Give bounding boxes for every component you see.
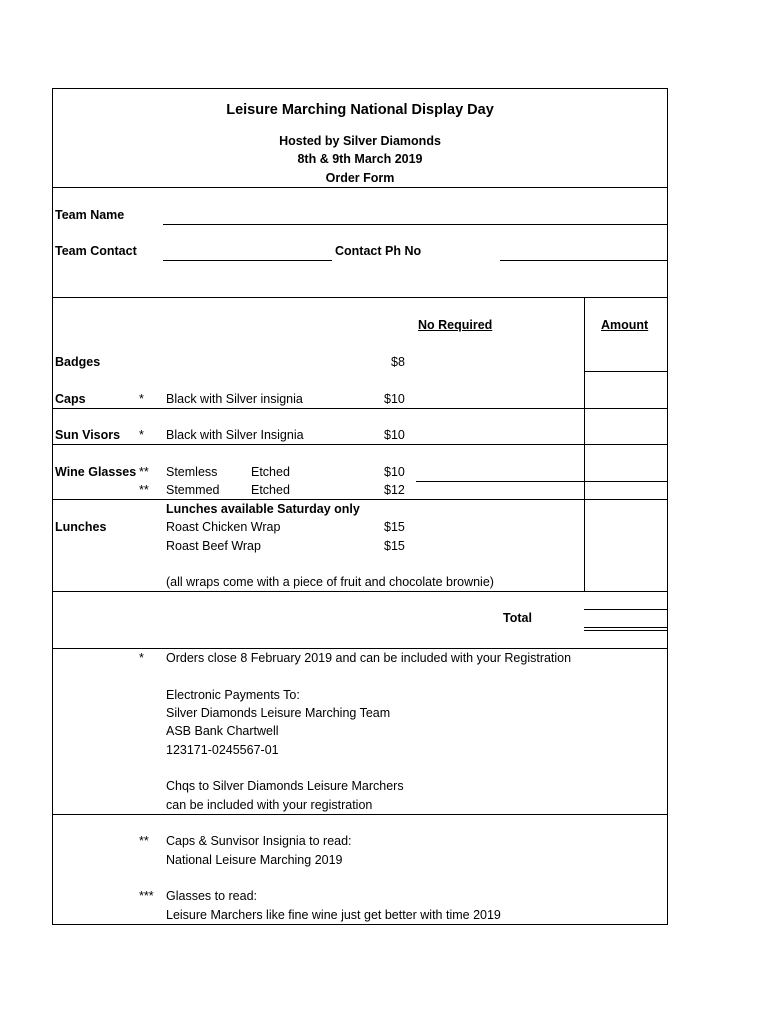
no-required-header: No Required bbox=[418, 318, 493, 332]
account-number: 123171-0245567-01 bbox=[166, 743, 279, 757]
stemmed-marker: ** bbox=[139, 483, 149, 497]
bank-name: ASB Bank Chartwell bbox=[166, 724, 279, 738]
host-line: Hosted by Silver Diamonds bbox=[279, 134, 441, 148]
orders-close-marker: * bbox=[139, 651, 144, 665]
cheque-note-2: can be included with your registration bbox=[166, 798, 373, 812]
sun-visors-label: Sun Visors bbox=[55, 428, 121, 442]
lunches-label: Lunches bbox=[55, 520, 107, 534]
insignia-marker: ** bbox=[139, 834, 149, 848]
payee-name: Silver Diamonds Leisure Marching Team bbox=[166, 706, 391, 720]
row-divider bbox=[52, 591, 668, 592]
contact-phone-field[interactable] bbox=[500, 260, 668, 261]
row-divider bbox=[52, 408, 668, 409]
caps-label: Caps bbox=[55, 392, 86, 406]
sun-visors-price: $10 bbox=[384, 428, 405, 442]
beef-wrap-name: Roast Beef Wrap bbox=[166, 539, 261, 553]
lunch-availability: Lunches available Saturday only bbox=[166, 502, 360, 516]
sun-visors-marker: * bbox=[139, 428, 144, 442]
stemmed-price: $12 bbox=[384, 483, 405, 497]
amount-cell-line bbox=[584, 371, 668, 372]
sun-visors-description: Black with Silver Insignia bbox=[166, 428, 304, 442]
event-dates: 8th & 9th March 2019 bbox=[297, 152, 423, 166]
stemless-price: $10 bbox=[384, 465, 405, 479]
glasses-note-2: Leisure Marchers like fine wine just get better with time 2019 bbox=[166, 908, 501, 922]
caps-price: $10 bbox=[384, 392, 405, 406]
amount-cell-line bbox=[584, 481, 668, 482]
wine-glasses-label: Wine Glasses bbox=[55, 466, 137, 479]
total-field-top bbox=[584, 609, 668, 610]
orders-close-note: Orders close 8 February 2019 and can be included with your Registration bbox=[166, 651, 572, 665]
stemmed-finish: Etched bbox=[251, 483, 290, 497]
stemless-marker: ** bbox=[139, 465, 149, 479]
chicken-wrap-price: $15 bbox=[384, 520, 405, 534]
insignia-note-1: Caps & Sunvisor Insignia to read: bbox=[166, 834, 352, 848]
team-contact-field[interactable] bbox=[163, 260, 332, 261]
team-name-field[interactable] bbox=[163, 224, 668, 225]
stemmed-type: Stemmed bbox=[166, 483, 220, 497]
badges-price: $8 bbox=[391, 355, 405, 369]
divider bbox=[52, 648, 668, 649]
insignia-note-2: National Leisure Marching 2019 bbox=[166, 853, 343, 867]
total-label: Total bbox=[503, 611, 532, 625]
page-title: Leisure Marching National Display Day bbox=[226, 102, 494, 118]
divider bbox=[52, 187, 668, 188]
glasses-note-1: Glasses to read: bbox=[166, 889, 258, 903]
wrap-note: (all wraps come with a piece of fruit and chocolate brownie) bbox=[166, 575, 494, 589]
payment-heading: Electronic Payments To: bbox=[166, 688, 300, 702]
amount-header: Amount bbox=[601, 318, 649, 332]
divider bbox=[52, 297, 668, 298]
row-divider bbox=[52, 499, 668, 500]
caps-description: Black with Silver insignia bbox=[166, 392, 303, 406]
contact-phone-label: Contact Ph No bbox=[335, 244, 422, 258]
form-name: Order Form bbox=[325, 171, 395, 185]
stemless-type: Stemless bbox=[166, 465, 218, 479]
divider bbox=[52, 814, 668, 815]
total-field[interactable] bbox=[584, 627, 668, 628]
cheque-note-1: Chqs to Silver Diamonds Leisure Marchers bbox=[166, 779, 404, 793]
caps-marker: * bbox=[139, 392, 144, 406]
row-divider bbox=[52, 444, 668, 445]
total-double-underline bbox=[584, 630, 668, 631]
stemless-finish: Etched bbox=[251, 465, 290, 479]
beef-wrap-price: $15 bbox=[384, 539, 405, 553]
team-name-label: Team Name bbox=[55, 208, 125, 222]
stemless-quantity-field[interactable] bbox=[416, 481, 584, 482]
glasses-marker: *** bbox=[139, 889, 154, 903]
team-contact-label: Team Contact bbox=[55, 244, 137, 258]
badges-label: Badges bbox=[55, 355, 101, 369]
chicken-wrap-name: Roast Chicken Wrap bbox=[166, 520, 281, 534]
